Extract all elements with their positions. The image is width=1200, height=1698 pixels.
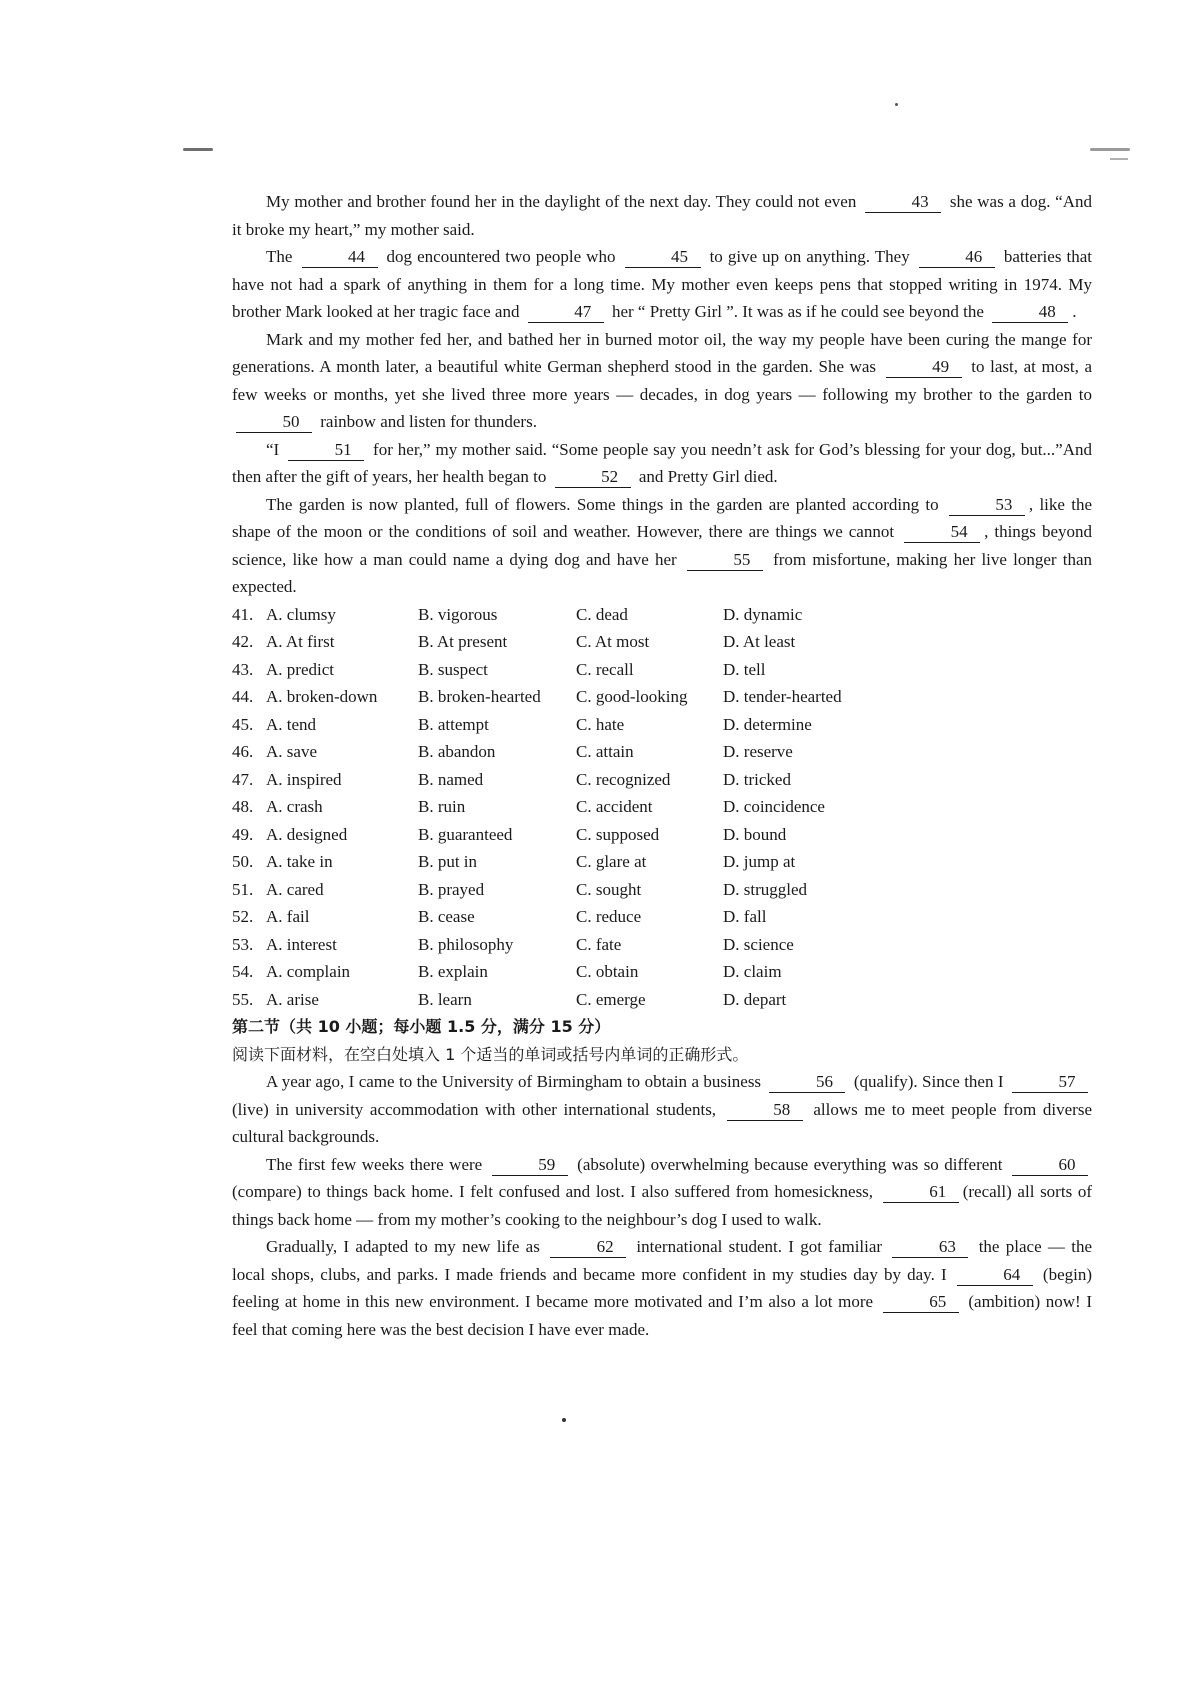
option-d[interactable]: D. dynamic xyxy=(723,604,803,624)
question-number: 52. xyxy=(232,907,254,926)
paragraph-q2 xyxy=(232,1151,1092,1234)
option-d[interactable]: D. depart xyxy=(723,989,787,1009)
option-b[interactable]: B. philosophy xyxy=(418,934,514,954)
question-number: 41. xyxy=(232,604,254,624)
question-row xyxy=(232,656,1092,684)
paragraph-p2 xyxy=(232,243,1092,326)
question-row xyxy=(232,903,1092,931)
blank-54[interactable]: 54 xyxy=(904,522,980,543)
option-b[interactable]: B. named xyxy=(418,769,484,789)
passage-text: The garden is now planted, full of flowers. Some things in the garden are planted according to xyxy=(266,494,945,514)
option-a[interactable]: A. tend xyxy=(266,714,317,734)
option-b[interactable]: B. attempt xyxy=(418,714,489,734)
option-a[interactable]: A. complain xyxy=(266,962,351,981)
option-a[interactable]: A. inspired xyxy=(266,769,342,789)
option-a[interactable]: A. take in xyxy=(266,852,333,871)
passage-text: batteries that have not had a spark of anything in them for a long time. My mother even keeps pens that stopped writing in 1974. My brother Mark looked at her tragic face and xyxy=(232,247,1092,321)
blank-62[interactable]: 62 xyxy=(550,1237,626,1258)
option-d[interactable]: D. claim xyxy=(723,962,782,981)
blank-47[interactable]: 47 xyxy=(528,302,604,323)
question-row xyxy=(232,601,1092,629)
option-a[interactable]: A. crash xyxy=(266,797,323,816)
blank-51[interactable]: 51 xyxy=(288,440,364,461)
blank-50[interactable]: 50 xyxy=(236,412,312,433)
option-b[interactable]: B. learn xyxy=(418,989,472,1009)
question-number: 51. xyxy=(232,879,254,899)
passage-text: for her,” my mother said. “Some people say you needn’t ask for God’s blessing for your dog, but...”And then after the gift of years, her health began to xyxy=(232,439,1092,486)
passage-text: her “ Pretty Girl ”. It was as if he could see beyond the xyxy=(607,302,989,321)
option-b[interactable]: B. ruin xyxy=(418,797,466,816)
option-b[interactable]: B. put in xyxy=(418,852,478,871)
option-c[interactable]: C. good-looking xyxy=(576,687,688,706)
passage-text: (live) in university accommodation with other international students, xyxy=(232,1099,723,1119)
blank-58[interactable]: 58 xyxy=(727,1100,803,1121)
passage-text: international student. I got familiar xyxy=(630,1237,889,1256)
option-d[interactable]: D. tell xyxy=(723,659,766,679)
section-title: 第二节（共 10 小题；每小题 1.5 分，满分 15 分） xyxy=(232,1017,611,1036)
question-number: 48. xyxy=(232,797,254,816)
blank-64[interactable]: 64 xyxy=(957,1265,1033,1286)
scan-dot xyxy=(895,103,898,106)
blank-56[interactable]: 56 xyxy=(769,1072,845,1093)
paragraph-q1 xyxy=(232,1068,1092,1151)
passage-text: (compare) to things back home. I felt confused and lost. I also suffered from homesickness, xyxy=(232,1182,879,1201)
passage-text: The xyxy=(266,247,298,266)
option-b[interactable]: B. cease xyxy=(418,907,475,926)
option-c[interactable]: C. accident xyxy=(576,797,653,816)
paragraph-p4 xyxy=(232,436,1092,491)
option-c[interactable]: C. fate xyxy=(576,934,622,954)
question-number: 49. xyxy=(232,824,254,844)
blank-57[interactable]: 57 xyxy=(1012,1072,1088,1093)
option-a[interactable]: A. save xyxy=(266,742,317,761)
passage-text: , like the shape of the moon or the conditions of soil and weather. However, there are things we cannot xyxy=(232,494,1092,541)
option-c[interactable]: C. sought xyxy=(576,879,642,899)
passage-text: Mark and my mother fed her, and bathed her in burned motor oil, the way my people have been curing the mange for generations. A month later, a beautiful white German shepherd stood in the garden. She was xyxy=(232,329,1092,376)
scan-edge-mark-right xyxy=(1090,148,1130,151)
option-c[interactable]: C. hate xyxy=(576,714,625,734)
question-row xyxy=(232,958,1092,986)
question-number: 43. xyxy=(232,659,254,679)
question-row xyxy=(232,683,1092,711)
option-c[interactable]: C. glare at xyxy=(576,852,647,871)
question-row xyxy=(232,848,1092,876)
passage-text: she was a dog. “And it broke my heart,” my mother said. xyxy=(232,192,1093,239)
blank-44[interactable]: 44 xyxy=(302,247,378,268)
option-d[interactable]: D. tricked xyxy=(723,769,791,789)
scan-edge-mark-right-small xyxy=(1110,158,1128,160)
options-list xyxy=(232,601,1092,1014)
option-a[interactable]: A. designed xyxy=(266,824,348,844)
option-b[interactable]: B. suspect xyxy=(418,659,488,679)
passage-text: (absolute) overwhelming because everything was so different xyxy=(571,1154,1008,1174)
option-d[interactable]: D. bound xyxy=(723,824,787,844)
paragraph-p1 xyxy=(232,188,1092,243)
blank-46[interactable]: 46 xyxy=(919,247,995,268)
page-dot xyxy=(562,1418,566,1422)
passage-text: to last, at most, a few weeks or months, yet she lived three more years — decades, in dog years — following my brother to the garden to xyxy=(232,357,1092,404)
passage-text: the place — the local shops, clubs, and parks. I made friends and became more confident in my studies day by day. I xyxy=(232,1237,1092,1284)
option-c[interactable]: C. attain xyxy=(576,742,634,761)
blank-60[interactable]: 60 xyxy=(1012,1155,1088,1176)
option-a[interactable]: A. arise xyxy=(266,989,319,1009)
blank-52[interactable]: 52 xyxy=(555,467,631,488)
passage-text: to give up on anything. They xyxy=(704,247,915,266)
option-a[interactable]: A. clumsy xyxy=(266,604,336,624)
question-number: 45. xyxy=(232,714,254,734)
passage-text: , things beyond science, like how a man could name a dying dog and have her xyxy=(232,522,1092,569)
option-c[interactable]: C. emerge xyxy=(576,989,646,1009)
option-c[interactable]: C. At most xyxy=(576,632,650,651)
question-row xyxy=(232,986,1092,1014)
option-d[interactable]: D. struggled xyxy=(723,879,808,899)
option-b[interactable]: B. At present xyxy=(418,632,508,651)
option-a[interactable]: A. cared xyxy=(266,879,324,899)
blank-55[interactable]: 55 xyxy=(687,550,763,571)
section-instruction: 阅读下面材料，在空白处填入 1 个适当的单词或括号内单词的正确形式。 xyxy=(232,1044,749,1064)
passage-text: Gradually, I adapted to my new life as xyxy=(266,1237,547,1256)
passage-text: “I xyxy=(266,439,285,459)
passage-text: (qualify). Since then I xyxy=(849,1072,1008,1091)
option-d[interactable]: D. At least xyxy=(723,632,796,651)
question-number: 55. xyxy=(232,989,254,1009)
option-d[interactable]: D. determine xyxy=(723,714,812,734)
scan-edge-mark-left xyxy=(183,148,213,151)
option-d[interactable]: D. fall xyxy=(723,907,767,926)
passage-text: rainbow and listen for thunders. xyxy=(316,412,537,431)
passage-text: (begin) feeling at home in this new environment. I became more motivated and I’m also a lot more xyxy=(232,1264,1092,1311)
option-b[interactable]: B. prayed xyxy=(418,879,485,899)
blank-63[interactable]: 63 xyxy=(892,1237,968,1258)
question-number: 46. xyxy=(232,742,254,761)
option-a[interactable]: A. interest xyxy=(266,934,337,954)
blank-61[interactable]: 61 xyxy=(883,1182,959,1203)
grammar-fill-passage xyxy=(232,1068,1092,1343)
question-number: 54. xyxy=(232,962,254,981)
option-b[interactable]: B. abandon xyxy=(418,742,496,761)
passage-text: (ambition) now! I feel that coming here was the best decision I have ever made. xyxy=(232,1292,1093,1339)
blank-49[interactable]: 49 xyxy=(886,357,962,378)
question-number: 50. xyxy=(232,852,254,871)
passage-text: The first few weeks there were xyxy=(266,1154,488,1174)
option-d[interactable]: D. tender-hearted xyxy=(723,687,842,706)
option-a[interactable]: A. fail xyxy=(266,907,310,926)
blank-43[interactable]: 43 xyxy=(865,192,941,213)
question-row xyxy=(232,628,1092,656)
question-number: 44. xyxy=(232,687,254,706)
option-c[interactable]: C. supposed xyxy=(576,824,660,844)
question-row xyxy=(232,821,1092,849)
passage-text: from misfortune, making her live longer than expected. xyxy=(232,549,1093,596)
option-a[interactable]: A. At first xyxy=(266,632,335,651)
question-row xyxy=(232,711,1092,739)
option-b[interactable]: B. broken-hearted xyxy=(418,687,541,706)
question-row xyxy=(232,876,1092,904)
option-b[interactable]: B. guaranteed xyxy=(418,824,513,844)
passage-text: and Pretty Girl died. xyxy=(634,467,778,486)
option-d[interactable]: D. reserve xyxy=(723,742,793,761)
blank-45[interactable]: 45 xyxy=(625,247,701,268)
blank-48[interactable]: 48 xyxy=(992,302,1068,323)
question-number: 42. xyxy=(232,632,254,651)
option-c[interactable]: C. obtain xyxy=(576,962,639,981)
option-d[interactable]: D. science xyxy=(723,934,794,954)
cloze-passage xyxy=(232,188,1092,601)
question-row xyxy=(232,793,1092,821)
blank-53[interactable]: 53 xyxy=(949,495,1025,516)
passage-text: dog encountered two people who xyxy=(381,247,621,266)
option-b[interactable]: B. explain xyxy=(418,962,488,981)
option-a[interactable]: A. predict xyxy=(266,659,334,679)
question-row xyxy=(232,931,1092,959)
paragraph-q3 xyxy=(232,1233,1092,1343)
blank-59[interactable]: 59 xyxy=(492,1155,568,1176)
passage-text: allows me to meet people from diverse cultural backgrounds. xyxy=(232,1099,1092,1146)
exam-page-content xyxy=(232,188,1092,1343)
option-b[interactable]: B. vigorous xyxy=(418,604,498,624)
blank-65[interactable]: 65 xyxy=(883,1292,959,1313)
paragraph-p3 xyxy=(232,326,1092,436)
passage-text: My mother and brother found her in the daylight of the next day. They could not even xyxy=(266,192,862,211)
option-d[interactable]: D. coincidence xyxy=(723,797,825,816)
option-c[interactable]: C. recall xyxy=(576,659,634,679)
passage-text: (recall) all sorts of things back home — from my mother’s cooking to the neighbour’s dog I used to walk. xyxy=(232,1182,1092,1229)
option-c[interactable]: C. reduce xyxy=(576,907,642,926)
option-d[interactable]: D. jump at xyxy=(723,852,796,871)
question-number: 47. xyxy=(232,769,254,789)
option-c[interactable]: C. dead xyxy=(576,604,628,624)
option-c[interactable]: C. recognized xyxy=(576,769,671,789)
option-a[interactable]: A. broken-down xyxy=(266,687,378,706)
question-row xyxy=(232,766,1092,794)
passage-text: . xyxy=(1072,302,1077,321)
question-row xyxy=(232,738,1092,766)
question-number: 53. xyxy=(232,934,254,954)
paragraph-p5 xyxy=(232,491,1092,601)
passage-text: A year ago, I came to the University of Birmingham to obtain a business xyxy=(266,1072,766,1091)
